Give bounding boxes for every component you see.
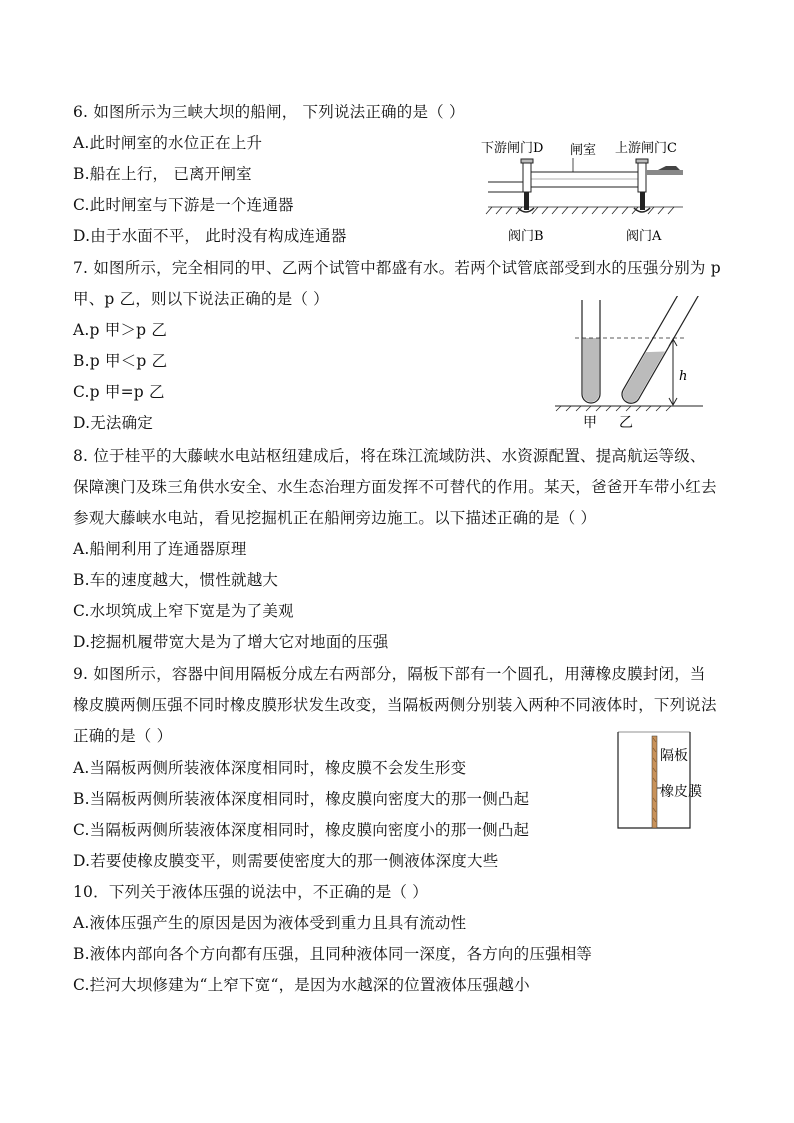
q7-option-a: A.p 甲＞p 乙	[73, 321, 168, 339]
partition-container-figure	[612, 728, 712, 832]
q7-stem-line-1: 7. 如图所示，完全相同的甲、乙两个试管中都盛有水。若两个试管底部受到水的压强分别为 p	[73, 259, 721, 277]
label-chamber: 闸室	[570, 143, 597, 158]
q8-stem-line-1: 8. 位于桂平的大藤峡水电站枢纽建成后，将在珠江流域防洪、水资源配置、提高航运等级、	[73, 447, 706, 465]
q8-option-c: C.水坝筑成上窄下宽是为了美观	[73, 602, 294, 620]
q6-option-d: D.由于水面不平， 此时没有构成连通器	[73, 227, 347, 245]
q9-stem-line-1: 9. 如图所示，容器中间用隔板分成左右两部分，隔板下部有一个圆孔，用薄橡皮膜封闭，当	[73, 665, 706, 683]
q9-option-c: C.当隔板两侧所装液体深度相同时，橡皮膜向密度小的那一侧凸起	[73, 821, 530, 839]
label-jia: 甲	[583, 415, 597, 431]
q10-option-c: C.拦河大坝修建为“上窄下宽“，是因为水越深的位置液体压强越小	[73, 976, 530, 994]
q8-option-b: B.车的速度越大，惯性就越大	[73, 571, 279, 589]
q9-option-b: B.当隔板两侧所装液体深度相同时，橡皮膜向密度大的那一侧凸起	[73, 790, 530, 808]
q8-option-d: D.挖掘机履带宽大是为了增大它对地面的压强	[73, 633, 389, 651]
ship-lock-figure	[478, 132, 688, 247]
q9-option-d: D.若要使橡皮膜变平，则需要使密度大的那一侧液体深度大些	[73, 852, 499, 870]
q6-option-a: A.此时闸室的水位正在上升	[73, 134, 263, 152]
label-partition: 隔板	[660, 748, 688, 764]
q6-option-c: C.此时闸室与下游是一个连通器	[73, 196, 294, 214]
label-valve-a: 阀门A	[626, 229, 662, 244]
label-gate-d: 下游闸门D	[481, 141, 544, 156]
q6-option-b: B.船在上行， 已离开闸室	[73, 165, 252, 183]
q9-stem-line-2: 橡皮膜两侧压强不同时橡皮膜形状发生改变，当隔板两侧分别装入两种不同液体时，下列说法	[73, 696, 717, 714]
q8-option-a: A.船闸利用了连通器原理	[73, 540, 247, 558]
q6-stem-line-1: 6. 如图所示为三峡大坝的船闸， 下列说法正确的是（ ）	[73, 103, 465, 121]
q10-option-b: B.液体内部向各个方向都有压强，且同种液体同一深度，各方向的压强相等	[73, 945, 593, 963]
q9-option-a: A.当隔板两侧所装液体深度相同时，橡皮膜不会发生形变	[73, 759, 467, 777]
q7-option-d: D.无法确定	[73, 414, 154, 432]
q8-stem-line-3: 参观大藤峡水电站，看见挖掘机正在船闸旁边施工。以下描述正确的是（ ）	[73, 509, 597, 527]
q7-option-b: B.p 甲＜p 乙	[73, 352, 168, 370]
label-valve-b: 阀门B	[508, 229, 544, 244]
label-rubber-membrane: 橡皮膜	[660, 784, 702, 800]
q10-option-a: A.液体压强产生的原因是因为液体受到重力且具有流动性	[73, 914, 467, 932]
test-tubes-figure	[555, 296, 705, 432]
label-gate-c: 上游闸门C	[615, 141, 677, 156]
q10-stem-line-1: 10．下列关于液体压强的说法中，不正确的是（ ）	[73, 883, 428, 901]
q8-stem-line-2: 保障澳门及珠三角供水安全、水生态治理方面发挥不可替代的作用。某天，爸爸开车带小红去	[73, 478, 717, 496]
q9-stem-line-3: 正确的是（ ）	[73, 727, 173, 745]
label-h: h	[679, 369, 688, 384]
label-yi: 乙	[619, 415, 633, 431]
q7-stem-line-2: 甲、p 乙，则以下说法正确的是（ ）	[73, 290, 329, 308]
q7-option-c: C.p 甲=p 乙	[73, 383, 165, 401]
